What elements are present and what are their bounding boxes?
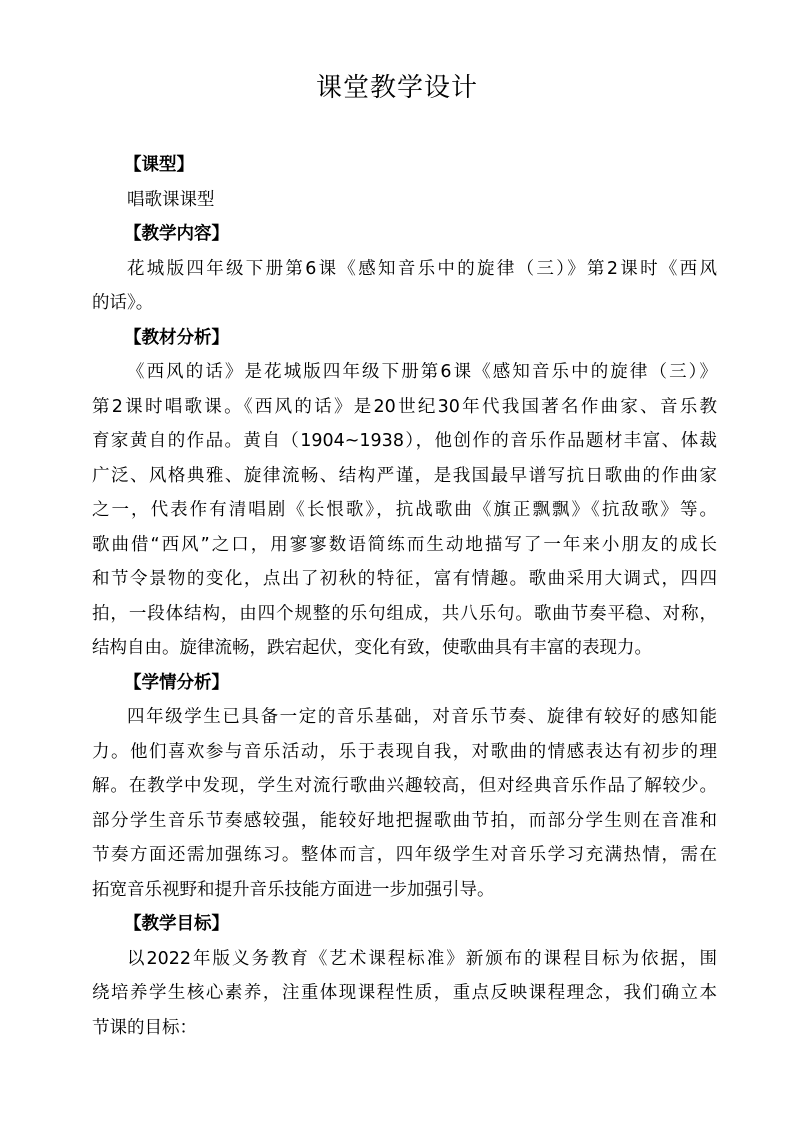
student-analysis-line: 力。他们喜欢参与音乐活动，乐于表现自我，对歌曲的情感表达有初步的理 <box>92 741 717 762</box>
document-body <box>92 148 717 1045</box>
material-analysis-line: 和节令景物的变化，点出了初秋的特征，富有情趣。歌曲采用大调式，四四 <box>92 569 717 589</box>
page-title: 课堂教学设计 <box>315 73 478 103</box>
material-analysis-line: 结构自由。旋律流畅，跌宕起伏，变化有致，使歌曲具有丰富的表现力。 <box>92 638 652 658</box>
section-heading-teaching-content: 【教学内容】 <box>124 224 229 244</box>
material-analysis-line: 歌曲借“西风”之口，用寥寥数语简练而生动地描写了一年来小朋友的成长 <box>92 534 717 555</box>
material-analysis-line: 广泛、风格典雅、旋律流畅、结构严谨，是我国最早谱写抗日歌曲的作曲家 <box>92 465 717 486</box>
material-analysis-line: 第2课时唱歌课。《西风的话》是20世纪30年代我国著名作曲家、音乐教 <box>92 396 717 417</box>
lesson-type-text: 唱歌课课型 <box>127 189 215 210</box>
material-analysis-line: 之一，代表作有清唱剧《长恨歌》，抗战歌曲《旗正飘飘》《抗敌歌》等。 <box>92 500 717 520</box>
material-analysis-line: 拍，一段体结构，由四个规整的乐句组成，共八乐句。歌曲节奏平稳、对称， <box>92 603 717 624</box>
section-heading-lesson-type: 【课型】 <box>124 155 194 175</box>
material-analysis-line: 《西风的话》是花城版四年级下册第6课《感知音乐中的旋律（三）》 <box>127 362 717 382</box>
teaching-objectives-line: 节课的目标： <box>92 1017 197 1038</box>
student-analysis-line: 解。在教学中发现，学生对流行歌曲兴趣较高，但对经典音乐作品了解较少。 <box>92 776 717 796</box>
material-analysis-line: 育家黄自的作品。黄自（1904~1938），他创作的音乐作品题材丰富、体裁 <box>92 431 717 451</box>
section-heading-student-analysis: 【学情分析】 <box>124 672 229 693</box>
section-heading-teaching-objectives: 【教学目标】 <box>124 914 229 934</box>
teaching-content-line: 的话》。 <box>92 293 154 313</box>
student-analysis-line: 拓宽音乐视野和提升音乐技能方面进一步加强引导。 <box>92 879 495 900</box>
teaching-objectives-line: 以2022年版义务教育《艺术课程标准》新颁布的课程目标为依据，围 <box>127 948 717 969</box>
student-analysis-line: 节奏方面还需加强练习。整体而言，四年级学生对音乐学习充满热情，需在 <box>92 845 717 865</box>
teaching-content-line: 花城版四年级下册第6课《感知音乐中的旋律（三）》第2课时《西风 <box>127 258 717 279</box>
teaching-objectives-line: 绕培养学生核心素养，注重体现课程性质，重点反映课程理念，我们确立本 <box>92 983 717 1003</box>
student-analysis-line: 四年级学生已具备一定的音乐基础，对音乐节奏、旋律有较好的感知能 <box>127 707 717 727</box>
section-heading-material-analysis: 【教材分析】 <box>124 327 229 348</box>
student-analysis-line: 部分学生音乐节奏感较强，能较好地把握歌曲节拍，而部分学生则在音准和 <box>92 810 717 831</box>
